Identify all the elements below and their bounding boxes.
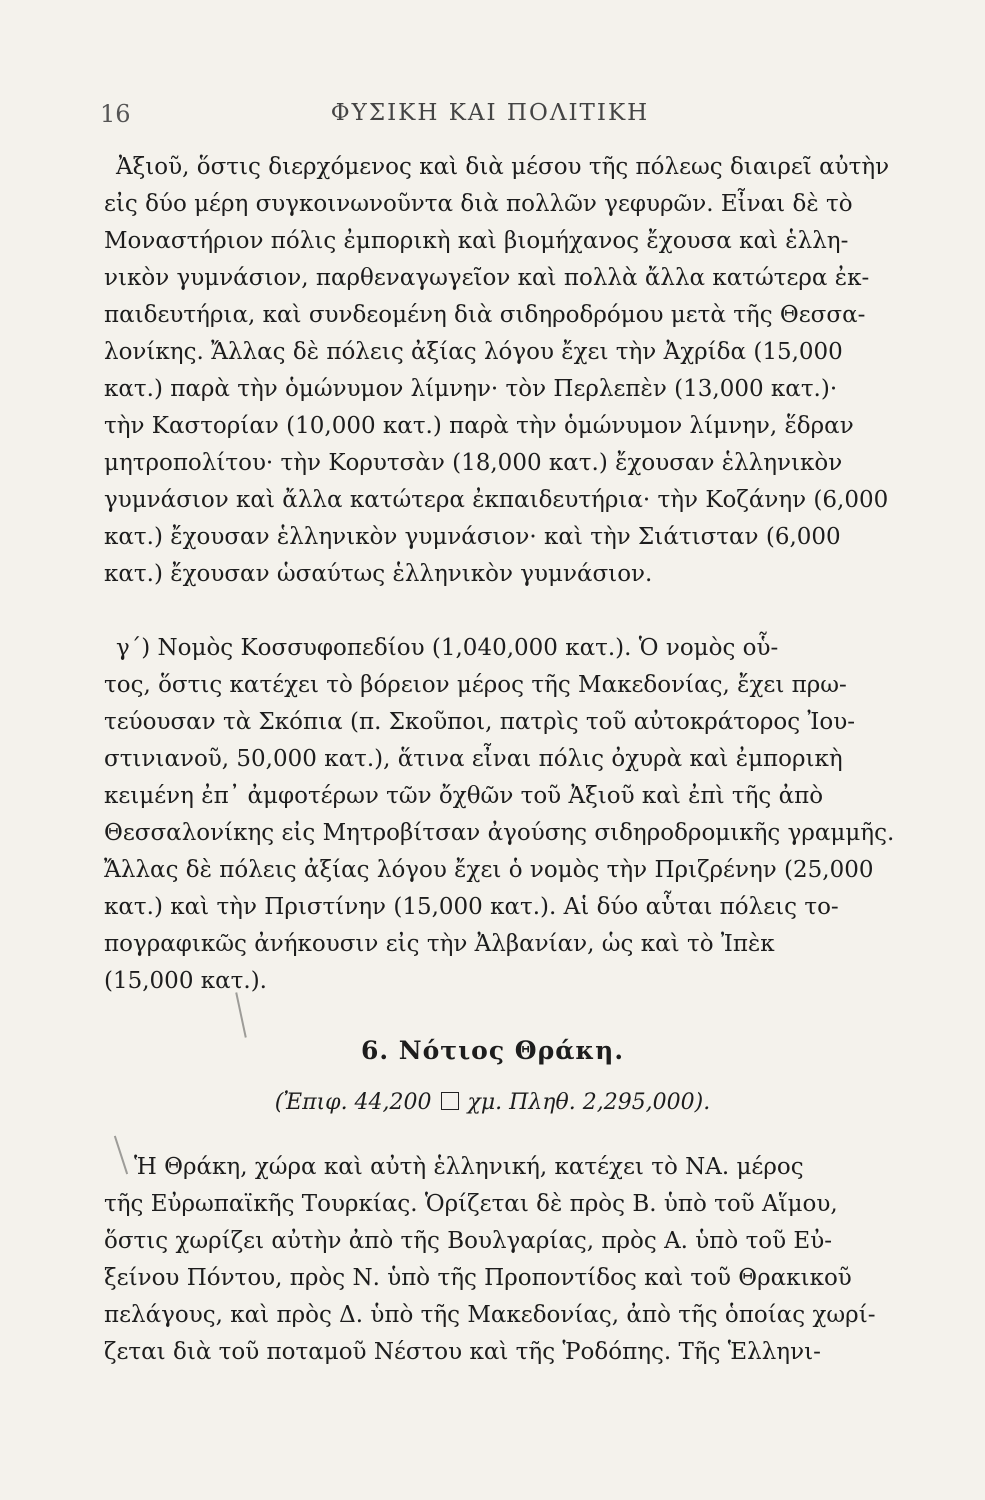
stats-area: (Ἐπιφ. 44,200 [274, 1090, 432, 1115]
text-line: πογραφικῶς ἀνήκουσιν εἰς τὴν Ἀλβανίαν, ὡς καὶ τὸ Ἰπὲκ [104, 931, 775, 957]
text-line: μητροπολίτου· τὴν Κορυτσὰν (18,000 κατ.) ἔχουσαν ἑλληνικὸν [104, 450, 843, 476]
square-symbol-icon [441, 1092, 459, 1110]
text-line: λονίκης. Ἄλλας δὲ πόλεις ἀξίας λόγου ἔχει τὴν Ἀχρίδα (15,000 [104, 339, 843, 365]
section-stats [0, 1090, 985, 1115]
text-line: νικὸν γυμνάσιον, παρθεναγωγεῖον καὶ πολλὰ ἄλλα κατώτερα ἐκ- [104, 265, 870, 291]
pen-mark [235, 992, 247, 1037]
text-line: τὴν Καστορίαν (10,000 κατ.) παρὰ τὴν ὁμώνυμον λίμνην, ἕδραν [104, 413, 854, 439]
text-line: πελάγους, καὶ πρὸς Δ. ὑπὸ τῆς Μακεδονίας, ἀπὸ τῆς ὁποίας χωρί- [104, 1302, 876, 1328]
text-line: Ἀξιοῦ, ὅστις διερχόμενος καὶ διὰ μέσου τῆς πόλεως διαιρεῖ αὐτὴν [116, 154, 890, 180]
text-line: γυμνάσιον καὶ ἄλλα κατώτερα ἐκπαιδευτήρια· τὴν Κοζάνην (6,000 [104, 487, 889, 513]
text-line: εἰς δύο μέρη συγκοινωνοῦντα διὰ πολλῶν γεφυρῶν. Εἶναι δὲ τὸ [104, 191, 853, 217]
text-line: Ἄλλας δὲ πόλεις ἀξίας λόγου ἔχει ὁ νομὸς τὴν Πριζρένην (25,000 [104, 857, 874, 883]
text-line: παιδευτήρια, καὶ συνδεομένη διὰ σιδηροδρόμου μετὰ τῆς Θεσσα- [104, 302, 866, 328]
text-line: Ἡ Θράκη, χώρα καὶ αὐτὴ ἑλληνική, κατέχει τὸ ΝΑ. μέρος [134, 1154, 804, 1180]
text-line: στινιανοῦ, 50,000 κατ.), ἅτινα εἶναι πόλις ὀχυρὰ καὶ ἐμπορικὴ [104, 746, 843, 772]
text-line: Μοναστήριον πόλις ἐμπορικὴ καὶ βιομήχανος ἔχουσα καὶ ἑλλη- [104, 228, 849, 254]
text-line: ξείνου Πόντου, πρὸς Ν. ὑπὸ τῆς Προποντίδος καὶ τοῦ Θρακικοῦ [104, 1265, 852, 1291]
text-line: (15,000 κατ.). [104, 968, 267, 994]
text-line: κατ.) καὶ τὴν Πριστίνην (15,000 κατ.). Αἱ δύο αὗται πόλεις το- [104, 894, 839, 920]
pen-mark [114, 1136, 128, 1175]
text-line: γ´) Νομὸς Κοσσυφοπεδίου (1,040,000 κατ.). Ὁ νομὸς οὗ- [116, 635, 779, 661]
stats-population: χμ. Πληθ. 2,295,000). [467, 1090, 711, 1115]
text-line: κατ.) ἔχουσαν ἑλληνικὸν γυμνάσιον· καὶ τὴν Σιάτισταν (6,000 [104, 524, 841, 550]
text-line: κατ.) ἔχουσαν ὡσαύτως ἑλληνικὸν γυμνάσιον. [104, 561, 653, 587]
text-line: κατ.) παρὰ τὴν ὁμώνυμον λίμνην· τὸν Περλεπὲν (13,000 κατ.)· [104, 376, 838, 402]
text-line: ὅστις χωρίζει αὐτὴν ἀπὸ τῆς Βουλγαρίας, πρὸς Α. ὑπὸ τοῦ Εὐ- [104, 1228, 832, 1254]
page-number: 16 [100, 100, 131, 128]
text-line: κειμένη ἐπ᾿ ἀμφοτέρων τῶν ὄχθῶν τοῦ Ἀξιοῦ καὶ ἐπὶ τῆς ἀπὸ [104, 783, 824, 809]
text-line: ζεται διὰ τοῦ ποταμοῦ Νέστου καὶ τῆς Ῥοδόπης. Τῆς Ἑλληνι- [104, 1339, 821, 1365]
section-heading: 6. Νότιος Θράκη. [360, 1036, 625, 1065]
text-line: τος, ὅστις κατέχει τὸ βόρειον μέρος τῆς Μακεδονίας, ἔχει πρω- [104, 672, 847, 698]
text-line: Θεσσαλονίκης εἰς Μητροβίτσαν ἀγούσης σιδηροδρομικῆς γραμμῆς. [104, 820, 895, 846]
text-line: τῆς Εὐρωπαϊκῆς Τουρκίας. Ὁρίζεται δὲ πρὸς Β. ὑπὸ τοῦ Αἵμου, [104, 1191, 838, 1217]
text-line: τεύουσαν τὰ Σκόπια (π. Σκοῦποι, πατρὶς τοῦ αὐτοκράτορος Ἰου- [104, 709, 855, 735]
running-title: ΦΥΣΙΚΗ ΚΑΙ ΠΟΛΙΤΙΚΗ [330, 100, 650, 126]
